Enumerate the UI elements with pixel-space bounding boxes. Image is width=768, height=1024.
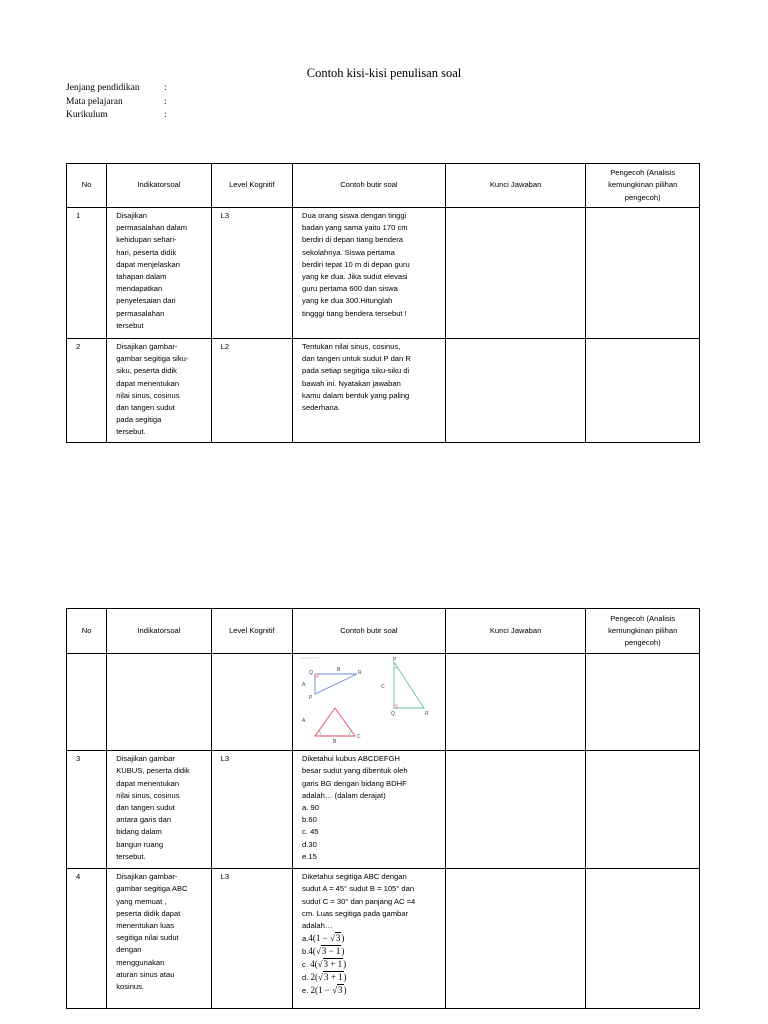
cell-level: L3	[211, 751, 292, 869]
cell-kunci	[445, 751, 586, 869]
figure-label: Q	[391, 711, 395, 717]
cell-no: 1	[67, 208, 107, 339]
cell-pengecoh	[586, 654, 700, 751]
cell-indikator: Disajikan gambar KUBUS, peserta didik dapat menentukan nilai sinus, cosinus dan tangen sudut antara garis dan bidang dalam bangun ruang tersebut.	[107, 751, 211, 869]
cell-level: L3	[211, 869, 292, 1009]
meta-separator: :	[164, 96, 167, 107]
header-kunci: Kunci Jawaban	[445, 164, 586, 208]
cell-no: 4	[67, 869, 107, 1009]
cell-pengecoh	[586, 339, 700, 443]
table-row	[67, 339, 700, 443]
question-line: sudut A = 45° sudut B = 105° dan	[302, 884, 415, 894]
cell-kunci	[445, 869, 586, 1009]
figure-label: Q	[309, 670, 313, 676]
cell-level: L3	[211, 208, 292, 339]
question-line: sudut C = 30° dan panjang AC =4	[302, 896, 416, 906]
figure-label: R	[425, 711, 429, 717]
table-row	[67, 208, 700, 339]
header-indikator: Indikatorsoal	[107, 609, 211, 654]
cell-level	[211, 654, 292, 751]
header-no: No	[67, 609, 107, 654]
meta-separator: :	[164, 110, 167, 120]
triangles-figure	[299, 656, 439, 744]
cell-kunci	[445, 208, 586, 339]
table-row	[67, 751, 700, 869]
cell-level: L2	[211, 339, 292, 443]
figure-label: A	[302, 682, 306, 688]
cell-kunci	[445, 339, 586, 443]
figure-label: C	[381, 684, 385, 690]
triangle-pqr-2	[394, 662, 424, 708]
cell-pengecoh	[586, 208, 700, 339]
table-row-figure	[67, 654, 700, 751]
figure-label: P	[309, 695, 313, 701]
header-no: No	[67, 164, 107, 208]
answer-option-c: c. 4(√3 + 1)	[302, 959, 347, 970]
cell-contoh	[293, 869, 446, 1009]
answer-option-e: e. 2(1 − √3)	[302, 985, 347, 996]
triangle-abc	[315, 708, 355, 736]
meta-label: Jenjang pendidikan	[66, 83, 140, 93]
cell-no: 3	[67, 751, 107, 869]
kisi-table-2	[66, 608, 700, 1009]
header-indikator: Indikatorsoal	[107, 164, 211, 208]
figure-label: B	[337, 667, 341, 673]
answer-option-b: b.4(√3 − 1)	[302, 946, 345, 957]
table-header-row	[67, 609, 700, 654]
answer-option-d: d. 2(√3 + 1)	[302, 972, 347, 983]
cell-contoh: Tentukan nilai sinus, cosinus, dan tangen untuk sudut P dan R pada setiap segitiga siku-siku di bawah ini. Nyatakan jawaban kamu dalam bentuk yang paling sederhana.	[293, 339, 446, 443]
table-row	[67, 869, 700, 1009]
figure-label: A	[302, 718, 306, 724]
table-header-row	[67, 164, 700, 208]
cell-no	[67, 654, 107, 751]
cell-contoh-figure	[293, 654, 446, 751]
meta-label: Kurikulum	[66, 110, 108, 120]
cell-indikator: Disajikan gambar- gambar segitiga ABC yang memuat , peserta didik dapat menentukan luas segitiga nilai sudut dengan menggunakan aturan sinus atau kosinus.	[107, 869, 211, 1009]
question-line: cm. Luas segitiga pada gambar	[302, 908, 408, 918]
cell-contoh: Diketahui kubus ABCDEFGH besar sudut yang dibentuk oleh garis BG dengan bidang BDHF adalah… (dalam derajat) a. 90 b.60 c. 45 d.30 e.15	[293, 751, 446, 869]
meta-row-mapel	[66, 96, 167, 110]
header-level: Level Kognitif	[211, 609, 292, 654]
meta-separator: :	[164, 83, 167, 93]
cell-kunci	[445, 654, 586, 751]
cell-indikator	[107, 654, 211, 751]
figure-label: P	[393, 657, 397, 663]
cell-indikator: Disajikan permasalahan dalam kehidupan sehari- hari, peserta didik dapat menjelaskan tahapan dalam mendapatkan penyelesaian dari permasalahan tersebut	[107, 208, 211, 339]
document-title: Contoh kisi-kisi penulisan soal	[306, 66, 462, 80]
figure-label: B	[333, 739, 337, 744]
question-line: Diketahui segitiga ABC dengan	[302, 872, 407, 882]
answer-option-a: a.4(1 − √3)	[302, 933, 345, 944]
cell-contoh: Dua orang siswa dengan tinggi badan yang sama yaitu 170 cm berdiri di depan tiang bendera sekolahnya. Siswa pertama berdiri tepat 10 m di depan guru yang ke dua. Jika sudut elevasi guru pertama 600 dan siswa yang ke dua 300.Hitunglah tingggi tiang bendera tersebut !	[293, 208, 446, 339]
cell-pengecoh	[586, 751, 700, 869]
header-pengecoh: Pengecoh (Analisis kemungkinan pilihan pengecoh)	[586, 609, 700, 654]
figure-label: R	[358, 670, 362, 676]
meta-row-kurikulum	[66, 109, 167, 123]
triangle-pqr	[315, 674, 357, 694]
meta-label: Mata pelajaran	[66, 96, 123, 107]
kisi-table-1	[66, 163, 700, 443]
cell-no: 2	[67, 339, 107, 443]
meta-block	[66, 82, 167, 123]
header-contoh: Contoh butir soal	[293, 609, 446, 654]
figure-label: C	[357, 734, 361, 740]
header-level: Level Kognitif	[211, 164, 292, 208]
meta-row-jenjang	[66, 82, 167, 96]
header-pengecoh: Pengecoh (Analisis kemungkinan pilihan pengecoh)	[586, 164, 700, 208]
cell-indikator: Disajikan gambar- gambar segitiga siku- siku, peserta didik dapat menentukan nilai sinus, cosinus dan tangen sudut pada segitiga tersebut.	[107, 339, 211, 443]
cell-pengecoh	[586, 869, 700, 1009]
header-contoh: Contoh butir soal	[293, 164, 446, 208]
header-kunci: Kunci Jawaban	[445, 609, 586, 654]
question-line: adalah…	[302, 921, 333, 931]
